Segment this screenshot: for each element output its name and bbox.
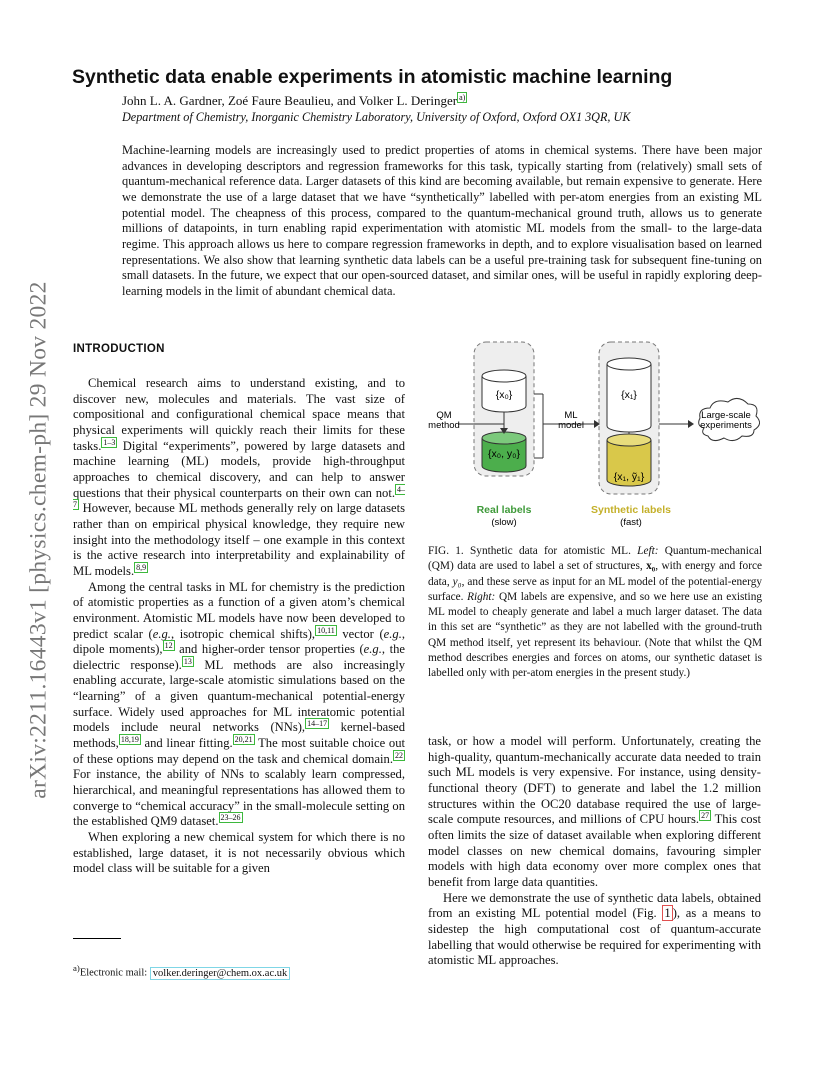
footnote-label: Electronic mail: xyxy=(79,967,150,979)
abstract xyxy=(122,143,762,300)
affiliation: Department of Chemistry, Inorganic Chemistry Laboratory, University of Oxford, Oxford OX1 3QR, UK xyxy=(122,110,631,124)
x0y0-label: {x₀, y₀} xyxy=(487,448,521,460)
x1y1-label: {x₁, ỹ₁} xyxy=(613,471,645,483)
text: The most suitable choice out of these options may depend on the task and chemical domain. xyxy=(73,736,405,766)
text: QM labels are expensive, and so we here use an existing ML model to cheaply generate and label a much larger dataset. The data in this set are “synthetic” as they are not labelled with the ground-truth QM method itself, yet represent its behaviour. (Note that whilst the QM method describes energies and forces on atoms, our synthetic dataset is labelled only with per-atom energies in the present study.) xyxy=(428,590,762,680)
citation[interactable]: 20,21 xyxy=(234,735,253,745)
citation[interactable]: 23–26 xyxy=(220,813,241,823)
paper-title: Synthetic data enable experiments in atomistic machine learning xyxy=(72,66,673,88)
figure-1 xyxy=(428,336,762,536)
ml-label-1: ML xyxy=(564,410,578,421)
text-em: e.g. xyxy=(152,626,171,641)
cloud-label-2: experiments xyxy=(700,420,752,431)
text: , the dielectric response). xyxy=(73,642,405,672)
figure-ref[interactable]: 1 xyxy=(664,906,671,921)
figure-caption xyxy=(428,544,762,682)
workflow-diagram xyxy=(428,336,762,536)
abstract-text: Machine-learning models are increasingly used to predict properties of atoms in chemical systems. There have been major advances in developing descriptors and regression frameworks for this task, typically starting from (relatively) small sets of quantum-mechanical reference data. Larger datasets of this kind are becoming available, but remain expensive to generate. Here we demonstrate the use of a large dataset that we have “synthetically” labelled with per-atom energies from an existing ML potential model. The cheapness of this process, compared to the quantum-mechanical ground truth, allows us to generate millions of datapoints, in turn enabling rapid experimentation with atomistic ML models from the small- to the large-data regime. This approach allows us here to compare regression frameworks in depth, and to explore visualisation based on learned representations. We also show that learning synthetic data labels can be a useful pre-training task for subsequent fine-tuning on small datasets. In the future, we expect that our open-sourced dataset, and similar ones, will be useful in rapidly exploring deep-learning models in the limit of abundant chemical data. xyxy=(122,143,762,298)
text-em: Right: xyxy=(467,590,496,603)
text: and higher-order tensor properties ( xyxy=(174,642,364,657)
footnote-rule xyxy=(73,938,121,939)
synthetic-labels-sub: (fast) xyxy=(620,517,642,528)
arxiv-side-label xyxy=(22,240,56,840)
citation[interactable]: 18,19 xyxy=(120,735,139,745)
text: Among the central tasks in ML for chemistry is the prediction of atomistic properties as a function of a given atom’s chemical environment. Atomistic ML models have now been developed to predict scalar ( xyxy=(73,579,405,641)
citation[interactable]: 1–3 xyxy=(103,437,116,447)
text: , dipole moments), xyxy=(73,626,406,657)
text: Chemical research aims to understand existing, and to discover new, molecules and materials. The vast size of compositional and configurational chemical space means that physical experiments will quickly reach their limits for these tasks. xyxy=(73,376,405,453)
citation[interactable]: 22 xyxy=(395,750,403,760)
qm-label-1: QM xyxy=(436,410,452,421)
author-list: John L. A. Gardner, Zoé Faure Beaulieu, and Volker L. Deringer xyxy=(122,93,458,108)
citation[interactable]: 14–17 xyxy=(307,719,328,729)
real-labels-sub: (slow) xyxy=(491,517,517,528)
cloud-label-1: Large-scale xyxy=(701,410,751,421)
paragraph xyxy=(73,580,405,831)
qm-label-2: method xyxy=(428,420,460,431)
arxiv-id: arXiv:2211.16443v1 [physics.chem-ph] 29 Nov 2022 xyxy=(25,281,52,799)
text: ML methods are also increasingly enabling accurate, large-scale atomistic simulations based on the “learning” of a given quantum-mechanical potential-energy surface. Widely used approaches for ML interatomic potential models include neural networks (NNs), xyxy=(73,657,405,735)
footnote xyxy=(73,963,290,979)
text-em: Left: xyxy=(637,545,659,557)
text-em: e.g. xyxy=(363,642,382,657)
text: Here we demonstrate the use of synthetic data labels, obtained from an existing ML potential model (Fig. xyxy=(428,890,761,921)
text: , and these serve as input for an ML model of the potential-energy surface. xyxy=(428,575,762,603)
text: task, or how a model will perform. Unfortunately, creating the high-quality, quantum-mechanically accurate data needed to train such ML models is very expensive. For instance, using density-functional theory (DFT) to generate and label the 1.2 million structures within the OC20 database required the use of large-scale compute resources, and millions of CPU hours. xyxy=(428,734,761,827)
text: This cost often limits the size of dataset available when exploring different model classes on new chemical domains, favouring simpler models with high data economy over more complex ones that benefit from large data quantities. xyxy=(428,812,762,889)
text: FIG. 1. Synthetic data for atomistic ML. xyxy=(428,545,638,557)
right-column xyxy=(428,734,761,969)
email-link[interactable]: volker.deringer@chem.ox.ac.uk xyxy=(150,967,290,980)
text: ), as a means to sidestep the high computational cost of quantum-accurate labelling that would otherwise be required for experimenting with atomistic ML approaches. xyxy=(428,906,761,968)
caption-text xyxy=(428,544,762,682)
author-footnote-mark[interactable]: a) xyxy=(459,93,466,102)
text: , isotropic chemical shifts), xyxy=(170,626,316,641)
text-em: e.g. xyxy=(383,626,402,641)
left-column xyxy=(73,376,405,877)
citation[interactable]: 12 xyxy=(164,641,173,651)
paragraph xyxy=(73,376,405,580)
text: kernel-based methods, xyxy=(73,720,406,751)
x1-label: {x₁} xyxy=(621,389,637,401)
footnote-mark: a) xyxy=(73,963,80,973)
text: , with energy and force data, xyxy=(428,560,762,588)
authors xyxy=(122,93,762,109)
citation[interactable]: 10,11 xyxy=(317,625,335,635)
text: For instance, the ability of NNs to scalably learn compressed, hierarchical, and meaningful representations has allowed them to converge to “chemical accuracy” in the small-molecule setting on the established QM9 dataset. xyxy=(73,767,405,829)
text: and linear fitting. xyxy=(140,736,233,751)
ml-label-2: model xyxy=(558,420,584,431)
x0-label: {x₀} xyxy=(495,389,513,401)
citation[interactable]: 13 xyxy=(183,656,192,666)
paragraph xyxy=(428,891,761,969)
synthetic-labels-title: Synthetic labels xyxy=(591,504,671,516)
text: vector ( xyxy=(336,626,384,641)
paragraph xyxy=(428,734,761,891)
text: However, because ML methods generally rely on large datasets rather than on empirical physical knowledge, they require new insight into the methodology itself – one example in this context is the active research into interpretability and explainability of ML models. xyxy=(73,501,405,578)
text-em: y₀ xyxy=(452,575,462,588)
paragraph: When exploring a new chemical system for which there is no established, large dataset, it is not necessarily obvious which model class will be suitable for a given xyxy=(73,830,405,876)
section-heading: INTRODUCTION xyxy=(73,343,165,355)
real-labels-title: Real labels xyxy=(476,504,532,516)
text-bold: x₀ xyxy=(646,560,656,573)
text: Digital “experiments”, powered by large datasets and machine learning (ML) models, provide high-throughput approaches to chemical discovery, and can help to answer questions that their physical counterparts on their own can not. xyxy=(73,438,405,500)
text: Quantum-mechanical (QM) data are used to label a set of structures, xyxy=(428,545,762,573)
citation[interactable]: 8,9 xyxy=(136,562,147,572)
citation[interactable]: 4–7 xyxy=(73,484,405,510)
citation[interactable]: 27 xyxy=(701,811,710,821)
